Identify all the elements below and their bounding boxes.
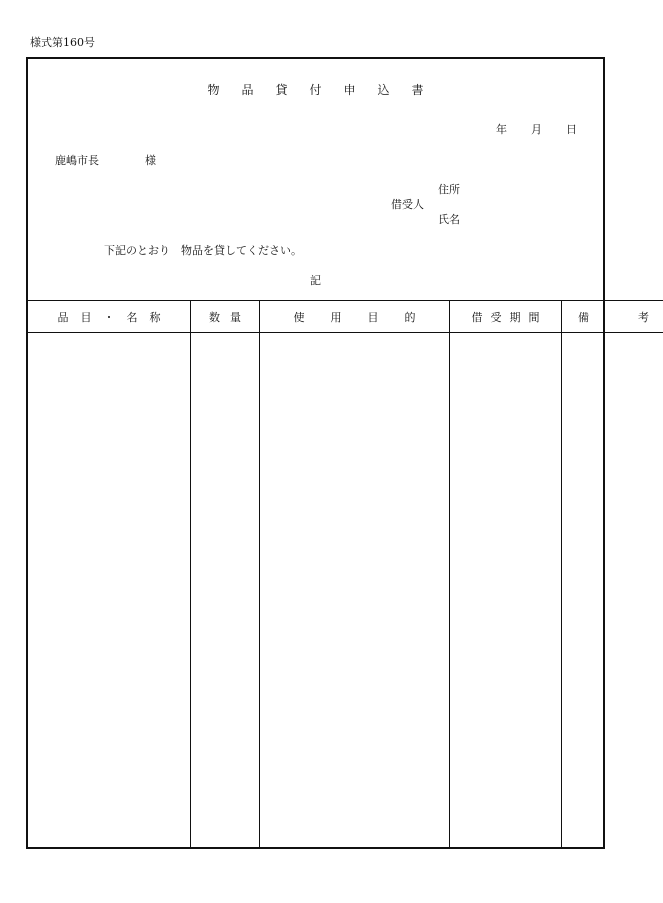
cell-purpose[interactable] [260,333,450,848]
cell-remarks[interactable] [562,333,663,848]
date-line [472,121,577,137]
header-quantity: 数量 [191,301,260,333]
date-year-label: 年 [496,123,507,136]
header-loan-period: 借受期間 [450,301,562,333]
header-remarks [562,301,663,333]
addressee-name: 鹿嶋市長 [55,154,99,167]
form-number: 様式第160号 [30,36,95,49]
cell-item-name[interactable] [28,333,191,848]
borrower-role-label: 借受人 [391,198,424,211]
header-purpose: 使用目的 [260,301,450,333]
form-title: 物品貸付申込書 [207,83,446,97]
record-mark: 記 [310,274,321,287]
cell-quantity[interactable] [191,333,260,848]
borrower-address-label: 住所 [438,183,460,196]
cell-loan-period[interactable] [450,333,562,848]
items-table [28,300,663,847]
date-day-label: 日 [566,123,577,136]
header-remarks-char-2: 考 [638,310,649,324]
request-statement: 下記のとおり 物品を貸してください。 [104,244,302,257]
addressee-honorific: 様 [145,154,156,167]
header-item-name: 品目・名称 [28,301,191,333]
borrower-name-label: 氏名 [438,213,460,226]
date-month-label: 月 [531,123,542,136]
table-header-row [28,301,663,333]
application-form [26,57,649,849]
header-remarks-char-1: 備 [578,310,589,324]
addressee [55,152,156,168]
table-row [28,333,663,848]
